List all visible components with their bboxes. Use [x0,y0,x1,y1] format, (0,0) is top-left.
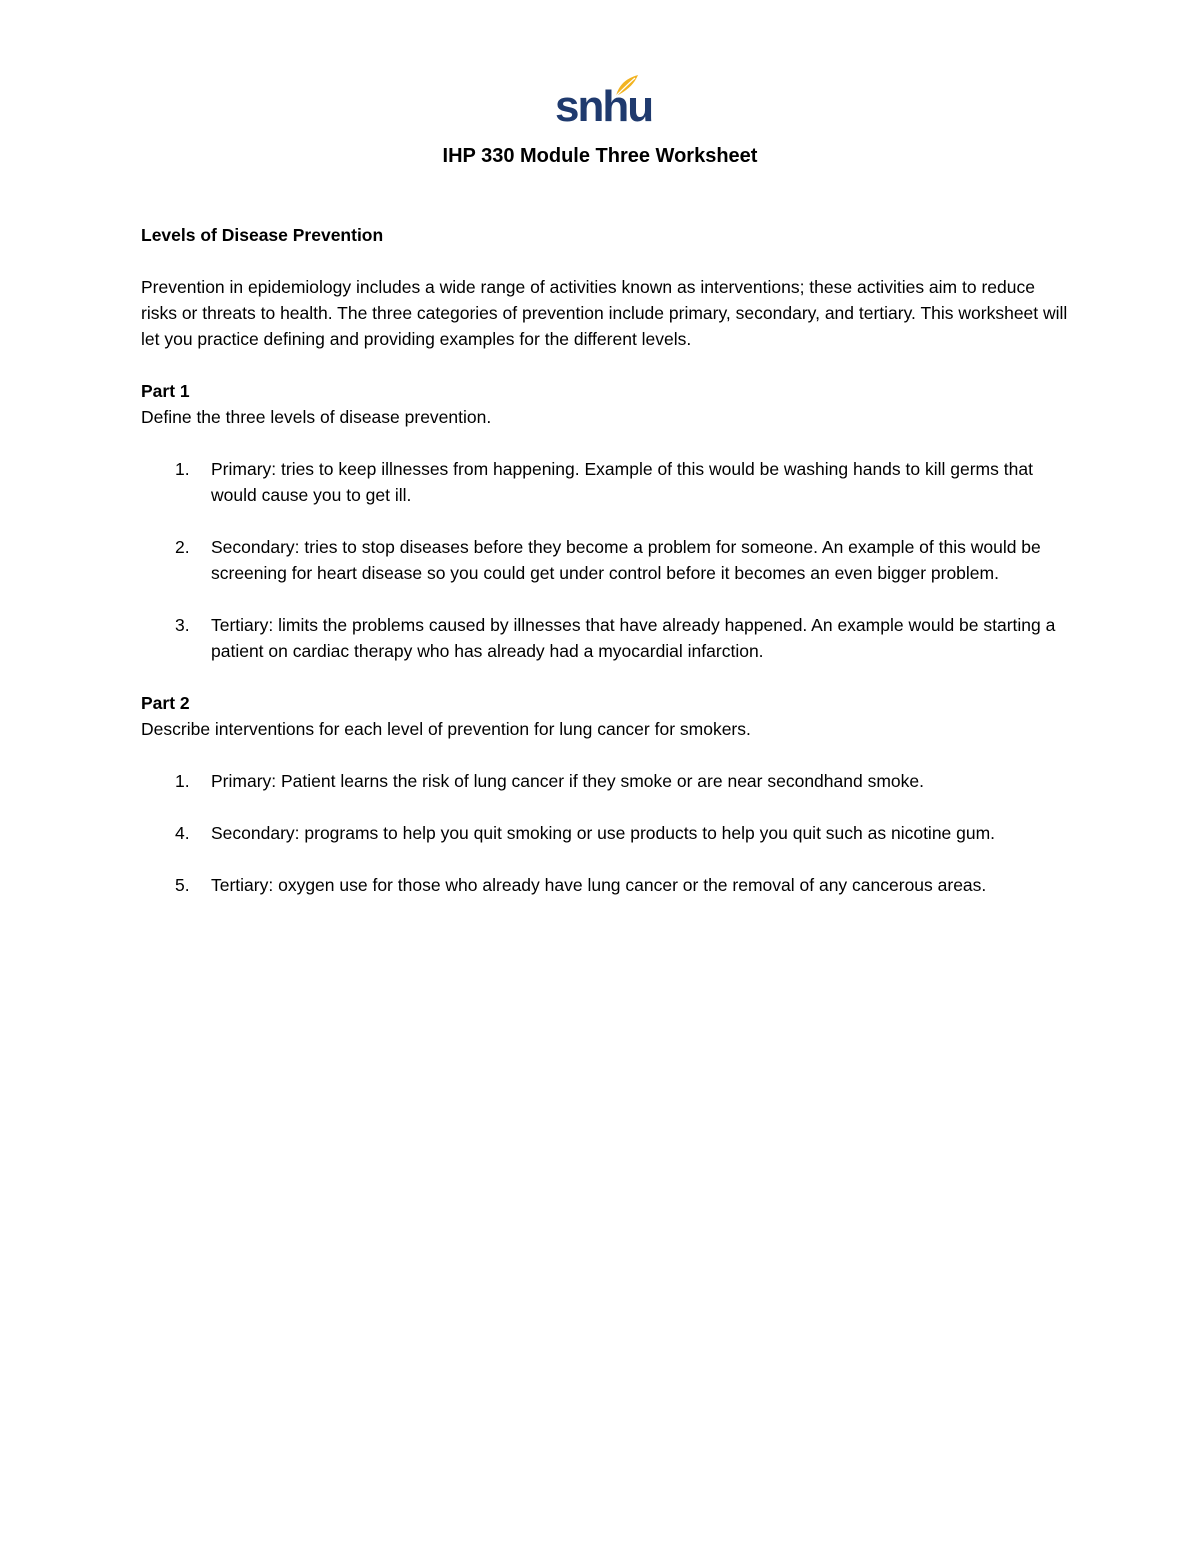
part2-prompt: Describe interventions for each level of prevention for lung cancer for smokers. [141,719,751,739]
list-number: 1. [175,459,190,479]
list-item-text: Primary: Patient learns the risk of lung cancer if they smoke or are near secondhand smoke. [211,771,924,791]
list-item [141,456,1071,508]
list-item [141,612,1071,664]
part1-heading: Part 1 [141,381,190,401]
worksheet-body [141,222,1071,924]
section-heading: Levels of Disease Prevention [141,225,384,245]
list-item [141,872,1071,898]
list-number: 4. [175,823,190,843]
intro-paragraph: Prevention in epidemiology includes a wide range of activities known as interventions; these activities aim to reduce risks or threats to health. The three categories of prevention include primary, secondary, and tertiary. This worksheet will let you practice defining and providing examples for the different levels. [141,277,1068,349]
list-number: 3. [175,615,190,635]
list-item [141,534,1071,586]
list-item-text: Tertiary: limits the problems caused by illnesses that have already happened. An example would be starting a patient on cardiac therapy who has already had a myocardial infarction. [211,615,1056,661]
part1-list [141,456,1071,664]
list-item-text: Primary: tries to keep illnesses from happening. Example of this would be washing hands to kill germs that would cause you to get ill. [211,459,1033,505]
list-item [141,768,1071,794]
part2-list [141,768,1071,898]
page-title: IHP 330 Module Three Worksheet [442,145,758,167]
list-number: 2. [175,537,190,557]
logo-wordmark: snhu [555,82,653,131]
part2-heading: Part 2 [141,693,190,713]
list-item-text: Tertiary: oxygen use for those who already have lung cancer or the removal of any cancerous areas. [211,875,987,895]
part1-prompt: Define the three levels of disease prevention. [141,407,492,427]
list-number: 5. [175,875,190,895]
list-item [141,820,1071,846]
snhu-logo [555,74,653,132]
list-item-text: Secondary: tries to stop diseases before they become a problem for someone. An example of this would be screening for heart disease so you could get under control before it becomes an even bigger problem. [211,537,1041,583]
list-item-text: Secondary: programs to help you quit smoking or use products to help you quit such as nicotine gum. [211,823,996,843]
list-number: 1. [175,771,190,791]
